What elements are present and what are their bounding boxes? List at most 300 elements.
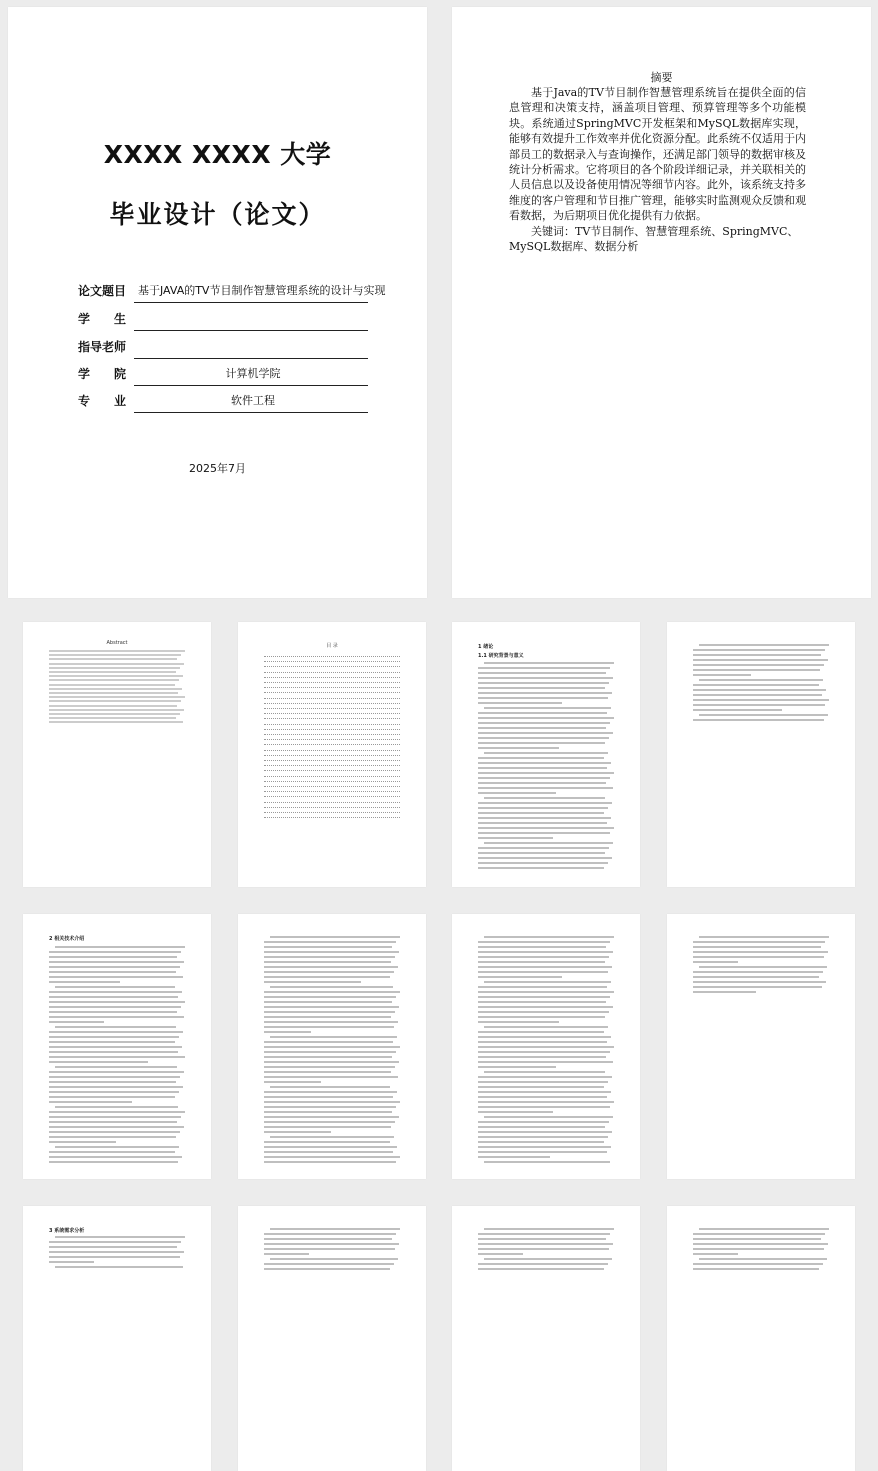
text-line [478,727,606,729]
text-line [49,1126,184,1128]
text-line [264,951,399,953]
toc-entry-line [264,677,400,678]
text-line [478,1046,614,1048]
text-line [478,827,614,829]
text-line [478,951,613,953]
text-line [478,837,553,839]
text-line [49,1101,132,1103]
toc-entry-line [264,786,400,787]
text-line [478,717,614,719]
abstract-page [452,7,871,598]
text-line [264,1233,396,1235]
text-line [484,1161,610,1163]
document-type: 毕业设计（论文） [109,200,326,229]
text-line [49,650,185,652]
text-line [693,654,821,656]
text-line [693,1263,823,1265]
text-line [478,857,612,859]
underline [134,358,368,359]
text-line [693,699,829,701]
text-line [49,671,176,673]
text-line [49,654,181,656]
text-line [49,1256,180,1258]
underline [134,302,368,303]
text-line [478,682,609,684]
text-line [478,832,610,834]
text-line [270,1136,394,1138]
text-line [478,1091,611,1093]
text-line [478,1001,606,1003]
text-line [49,663,184,665]
text-line [264,961,391,963]
text-line [49,1056,185,1058]
text-line [478,1096,607,1098]
info-value: 软件工程 [231,394,275,407]
text-line [49,1071,184,1073]
underline [134,330,368,331]
thumbnail-english-abstract[interactable] [23,622,211,887]
text-line [264,1156,400,1158]
text-line [264,1151,393,1153]
thumbnail-title: Abstract [106,640,128,646]
text-line [478,1006,613,1008]
text-line [49,981,120,983]
text-line [478,822,607,824]
text-line [478,956,609,958]
cover-page [8,7,427,598]
text-line [264,1071,391,1073]
text-line [478,1031,604,1033]
text-line [699,644,829,646]
thumbnail-subheading: 1.1 研究背景与意义 [478,653,524,659]
text-line [699,966,827,968]
text-line [49,667,180,669]
thumbnail-title: 目 录 [326,643,338,649]
text-line [693,674,751,676]
toc-entry-line [264,765,400,766]
toc-entry-line [264,718,400,719]
text-line [484,1258,612,1260]
text-line [264,946,392,948]
text-line [478,1131,612,1133]
text-line [49,1246,177,1248]
info-label: 专 业 [78,394,127,408]
text-line [478,807,608,809]
toc-entry-line [264,802,400,803]
toc-entry-line [264,807,400,808]
text-line [693,664,824,666]
text-line [693,689,826,691]
text-line [478,792,556,794]
info-row-college [78,362,368,386]
text-line [699,1228,829,1230]
text-line [478,1086,604,1088]
text-line [49,1156,182,1158]
text-line [55,986,175,988]
text-line [49,1006,181,1008]
text-line [55,1266,183,1268]
text-line [264,1126,391,1128]
toc-entry-line [264,661,400,662]
text-line [49,717,176,719]
text-line [478,1101,614,1103]
text-line [478,1036,611,1038]
text-line [264,1056,392,1058]
text-line [264,981,361,983]
text-line [478,1238,606,1240]
text-line [478,991,614,993]
text-line [478,1011,609,1013]
text-line [478,1081,608,1083]
text-line [693,694,822,696]
text-line [49,1021,104,1023]
text-line [264,1001,392,1003]
cover-date: 2025年7月 [189,462,246,475]
text-line [693,961,738,963]
toc-entry-line [264,729,400,730]
text-line [484,1071,605,1073]
text-line [478,677,613,679]
text-line [478,667,610,669]
text-line [264,1021,398,1023]
text-line [484,752,608,754]
text-line [484,1026,608,1028]
text-line [478,702,562,704]
thumbnail-heading: 2 相关技术介绍 [49,936,85,942]
text-line [49,961,184,963]
text-line [49,1016,184,1018]
info-label: 学 院 [78,367,127,381]
toc-entry-line [264,812,400,813]
text-line [49,1086,183,1088]
text-line [478,1136,608,1138]
text-line [484,981,611,983]
text-line [264,1041,393,1043]
toc-entry-line [264,672,400,673]
text-line [478,1056,606,1058]
text-line [693,986,822,988]
info-label: 论文题目 [78,284,127,298]
text-line [49,700,181,702]
text-line [693,704,825,706]
text-line [699,714,828,716]
toc-entry-line [264,656,400,657]
text-line [49,1261,94,1263]
toc-entry-line [264,682,400,683]
toc-entry-line [264,724,400,725]
info-value: 基于JAVA的TV节目制作智慧管理系统的设计与实现 [138,284,386,297]
text-line [478,961,605,963]
text-line [478,1126,605,1128]
text-line [693,976,819,978]
text-line [49,1011,177,1013]
text-line [478,787,613,789]
text-line [49,1136,176,1138]
toc-entry-line [264,739,400,740]
text-line [264,966,398,968]
info-row-student [78,307,368,331]
text-line [484,936,614,938]
text-line [49,675,183,677]
text-line [264,1051,396,1053]
abstract-keywords: 关键词：TV节目制作、智慧管理系统、SpringMVC、MySQL数据库、数据分析 [509,225,799,254]
text-line [478,712,607,714]
text-line [478,1076,612,1078]
text-line [49,692,178,694]
text-line [693,709,782,711]
text-line [484,842,613,844]
text-line [693,946,821,948]
text-line [478,747,559,749]
text-line [264,1106,396,1108]
text-line [264,1081,321,1083]
text-line [478,1263,608,1265]
text-line [49,721,183,723]
text-line [693,1248,824,1250]
text-line [49,709,184,711]
text-line [55,1026,176,1028]
text-line [478,762,611,764]
toc-entry-line [264,666,400,667]
text-line [49,1041,175,1043]
text-line [49,679,179,681]
text-line [478,1021,559,1023]
thumbnail-chapter-2[interactable] [23,914,211,1179]
text-line [478,767,607,769]
toc-entry-line [264,781,400,782]
thumbnail-chapter-3[interactable] [23,1206,211,1471]
thumbnail-chapter-1[interactable] [452,622,640,887]
text-line [478,971,608,973]
text-line [49,1251,184,1253]
toc-entry-line [264,708,400,709]
thumbnail-page-8[interactable] [667,914,855,1179]
text-line [49,1036,179,1038]
text-line [49,1116,181,1118]
text-line [478,996,610,998]
text-line [264,1238,392,1240]
text-line [693,1253,738,1255]
text-line [49,713,180,715]
text-line [478,1106,610,1108]
text-line [478,862,608,864]
text-line [693,719,824,721]
text-line [484,797,605,799]
text-line [693,684,819,686]
university-name: XXXX XXXX 大学 [103,140,332,169]
text-line [264,1096,393,1098]
toc-entry-line [264,698,400,699]
text-line [264,1076,398,1078]
text-line [55,1106,178,1108]
text-line [478,697,608,699]
text-line [693,941,825,943]
toc-entry-line [264,703,400,704]
text-line [478,1151,607,1153]
text-line [264,1141,390,1143]
text-line [270,1036,397,1038]
thumbnail-toc[interactable] [238,622,426,887]
thumbnail-heading: 3 系统需求分析 [49,1228,85,1234]
toc-entry-line [264,760,400,761]
text-line [478,722,610,724]
text-line [478,692,612,694]
text-line [478,867,604,869]
text-line [478,1061,613,1063]
text-line [478,976,562,978]
text-line [49,1131,180,1133]
text-line [478,847,609,849]
text-line [478,966,612,968]
thumbnail-page-7[interactable] [452,914,640,1179]
text-line [478,1248,609,1250]
text-line [49,688,182,690]
text-line [49,976,183,978]
text-line [264,996,396,998]
thumbnail-page-12[interactable] [667,1206,855,1471]
text-line [693,991,756,993]
text-line [478,1253,523,1255]
text-line [478,757,604,759]
text-line [478,1141,604,1143]
text-line [264,1091,397,1093]
text-line [264,1011,395,1013]
thumbnail-page-4[interactable] [667,622,855,887]
text-line [49,705,177,707]
text-line [264,1046,400,1048]
text-line [693,981,826,983]
thumbnail-page-6[interactable] [238,914,426,1179]
text-line [55,946,185,948]
text-line [478,772,614,774]
underline [134,385,368,386]
toc-entry-line [264,692,400,693]
text-line [478,687,605,689]
text-line [49,684,175,686]
text-line [55,1066,177,1068]
text-line [478,777,610,779]
text-line [478,946,606,948]
text-line [264,1121,395,1123]
text-line [699,936,829,938]
text-line [264,1243,399,1245]
text-line [478,737,609,739]
text-line [49,996,178,998]
toc-entry-line [264,687,400,688]
thumbnail-page-10[interactable] [238,1206,426,1471]
text-line [478,732,613,734]
text-line [49,966,180,968]
text-line [693,951,828,953]
text-line [693,659,828,661]
text-line [478,802,612,804]
info-label: 指导老师 [78,340,127,354]
text-line [478,1121,609,1123]
text-line [264,1016,391,1018]
text-line [484,1228,614,1230]
toc-entry-line [264,776,400,777]
text-line [49,1151,175,1153]
text-line [478,1016,605,1018]
text-line [693,649,825,651]
text-line [693,1243,828,1245]
toc-entry-line [264,744,400,745]
text-line [693,956,824,958]
thumbnail-page-11[interactable] [452,1206,640,1471]
text-line [478,1233,610,1235]
text-line [264,1111,392,1113]
text-line [478,1051,610,1053]
toc-entry-line [264,791,400,792]
abstract-body: 基于Java的TV节目制作智慧管理系统旨在提供全面的信息管理和决策支持，涵盖项目管理、预算管理等多个功能模块。系统通过SpringMVC开发框架和MySQL数据库实现，能够有效提升工作效率并优化资源分配。此系统不仅适用于内部员工的数据录入与查询操作，还满足部门领导的数据审核及统计分析需求。它将项目的各个阶段详细记录，并关联相关的人员信息以及设备使用情况等细节内容。此外，该系统支持多维度的客户管理和节目推广管理，能够实时监测观众反馈和观看数据，为后期项目优化提供有力依据。 [509,86,806,223]
text-line [478,817,611,819]
text-line [264,1101,400,1103]
text-line [478,742,605,744]
text-line [264,1031,311,1033]
text-line [693,971,823,973]
info-row-advisor [78,335,368,359]
text-line [270,1086,390,1088]
text-line [49,1111,185,1113]
text-line [478,941,610,943]
text-line [693,669,820,671]
text-line [49,1121,177,1123]
text-line [478,812,604,814]
thumbnail-heading: 1 绪论 [478,644,494,650]
text-line [49,1096,175,1098]
text-line [55,1236,185,1238]
text-line [55,1146,179,1148]
text-line [49,1051,178,1053]
toc-entry-line [264,796,400,797]
text-line [49,658,177,660]
text-line [49,1091,179,1093]
info-row-major [78,389,368,413]
text-line [484,662,614,664]
text-line [264,1066,395,1068]
text-line [49,1061,148,1063]
text-line [49,1001,185,1003]
text-line [49,1161,178,1163]
text-line [478,986,607,988]
text-line [478,1041,607,1043]
text-line [49,696,185,698]
text-line [270,1258,398,1260]
text-line [484,1116,613,1118]
text-line [264,1026,394,1028]
toc-entry-line [264,734,400,735]
text-line [478,1146,611,1148]
text-line [699,1258,827,1260]
text-line [270,936,400,938]
toc-entry-line [264,770,400,771]
text-line [49,956,177,958]
text-line [264,956,395,958]
text-line [478,1243,613,1245]
text-line [264,941,396,943]
toc-entry-line [264,750,400,751]
text-line [264,991,400,993]
text-line [478,1066,556,1068]
text-line [49,1241,181,1243]
text-line [49,1141,116,1143]
text-line [478,672,606,674]
text-line [49,1046,182,1048]
info-value: 计算机学院 [225,367,281,380]
abstract-title: 摘要 [650,71,673,84]
text-line [264,976,390,978]
toc-entry-line [264,755,400,756]
